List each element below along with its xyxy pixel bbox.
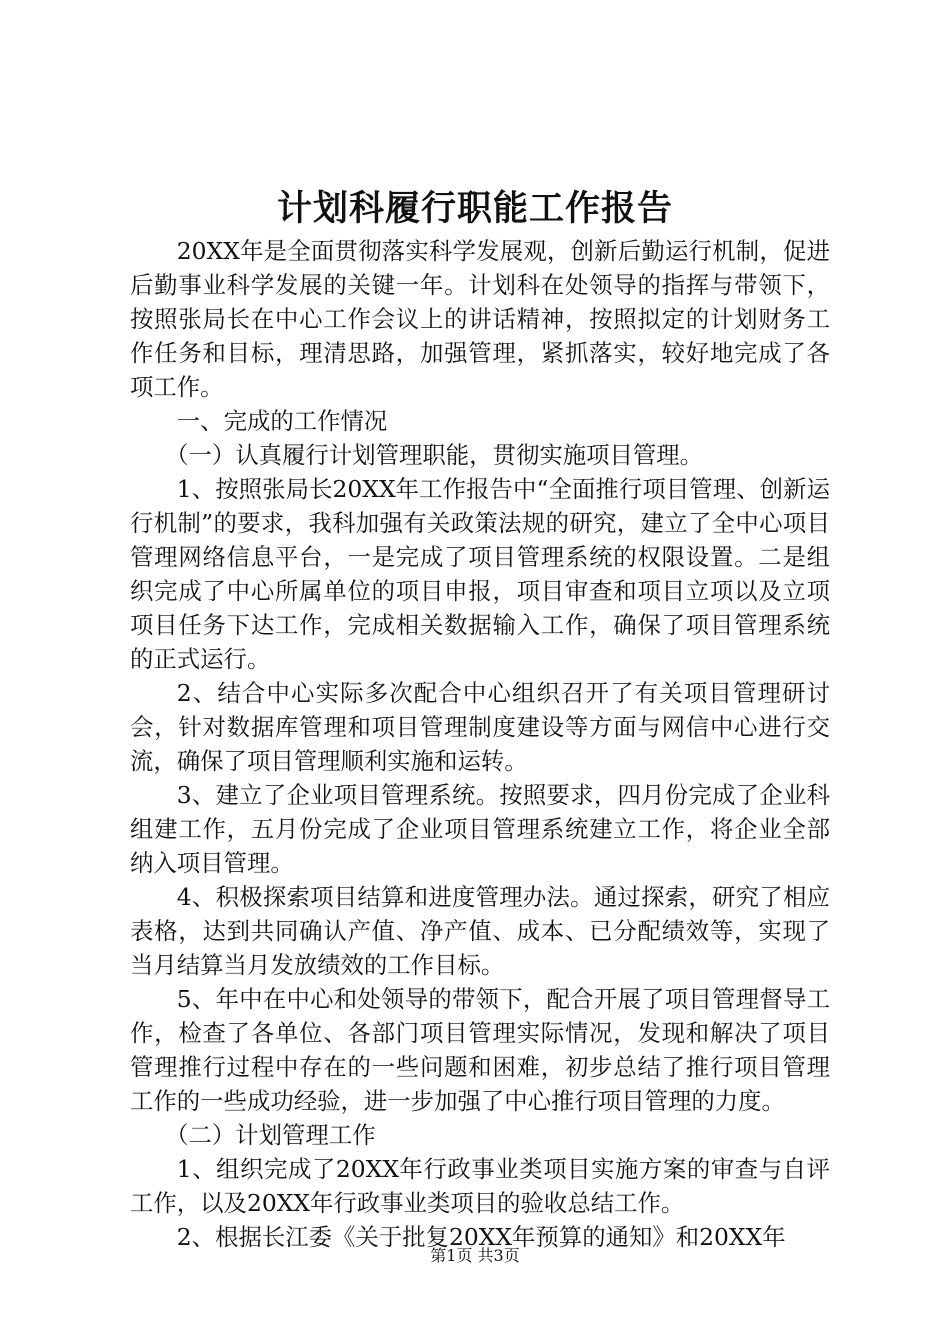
subsection-heading-2: （二）计划管理工作	[165, 1121, 376, 1149]
paragraph-intro: 20XX年是全面贯彻落实科学发展观，创新后勤运行机制，促进后勤事业科学发展的关键一年。计划科在处领导的指挥与带领下，按照张局长在中心工作会议上的讲话精神，按照拟定的计划财务工作任务和目标，理清思路，加强管理，紧抓落实，较好地完成了各项工作。	[130, 237, 830, 401]
subsection-heading-1: （一）认真履行计划管理职能，贯彻实施项目管理。	[165, 441, 704, 469]
paragraph-plan-2: 2、根据长江委《关于批复20XX年预算的通知》和20XX年	[176, 1223, 786, 1251]
paragraph-item-3: 3、建立了企业项目管理系统。按照要求，四月份完成了企业科组建工作，五月份完成了企业项目管理系统建立工作，将企业全部纳入项目管理。	[130, 781, 830, 877]
paragraph-item-2: 2、结合中心实际多次配合中心组织召开了有关项目管理研讨会，针对数据库管理和项目管理制度建设等方面与网信中心进行交流，确保了项目管理顺利实施和运转。	[130, 679, 830, 775]
paragraph-item-5: 5、年中在中心和处领导的带领下，配合开展了项目管理督导工作，检查了各单位、各部门项目管理实际情况，发现和解决了项目管理推行过程中存在的一些问题和困难，初步总结了推行项目管理工作的一些成功经验，进一步加强了中心推行项目管理的力度。	[130, 985, 830, 1115]
paragraph-plan-1: 1、组织完成了20XX年行政事业类项目实施方案的审查与自评工作，以及20XX年行政事业类项目的验收总结工作。	[130, 1155, 830, 1217]
paragraph-item-4: 4、积极探索项目结算和进度管理办法。通过探索，研究了相应表格，达到共同确认产值、净产值、成本、已分配绩效等，实现了当月结算当月发放绩效的工作目标。	[130, 883, 830, 979]
paragraph-item-1: 1、按照张局长20XX年工作报告中“全面推行项目管理、创新运行机制”的要求，我科加强有关政策法规的研究，建立了全中心项目管理网络信息平台，一是完成了项目管理系统的权限设置。二是组织完成了中心所属单位的项目申报，项目审查和项目立项以及立项项目任务下达工作，完成相关数据输入工作，确保了项目管理系统的正式运行。	[130, 475, 830, 673]
page-footer: 第1页 共3页	[430, 1246, 520, 1265]
document-title: 计划科履行职能工作报告	[276, 188, 673, 229]
section-heading-1: 一、完成的工作情况	[176, 407, 388, 435]
document-body	[130, 234, 830, 1254]
